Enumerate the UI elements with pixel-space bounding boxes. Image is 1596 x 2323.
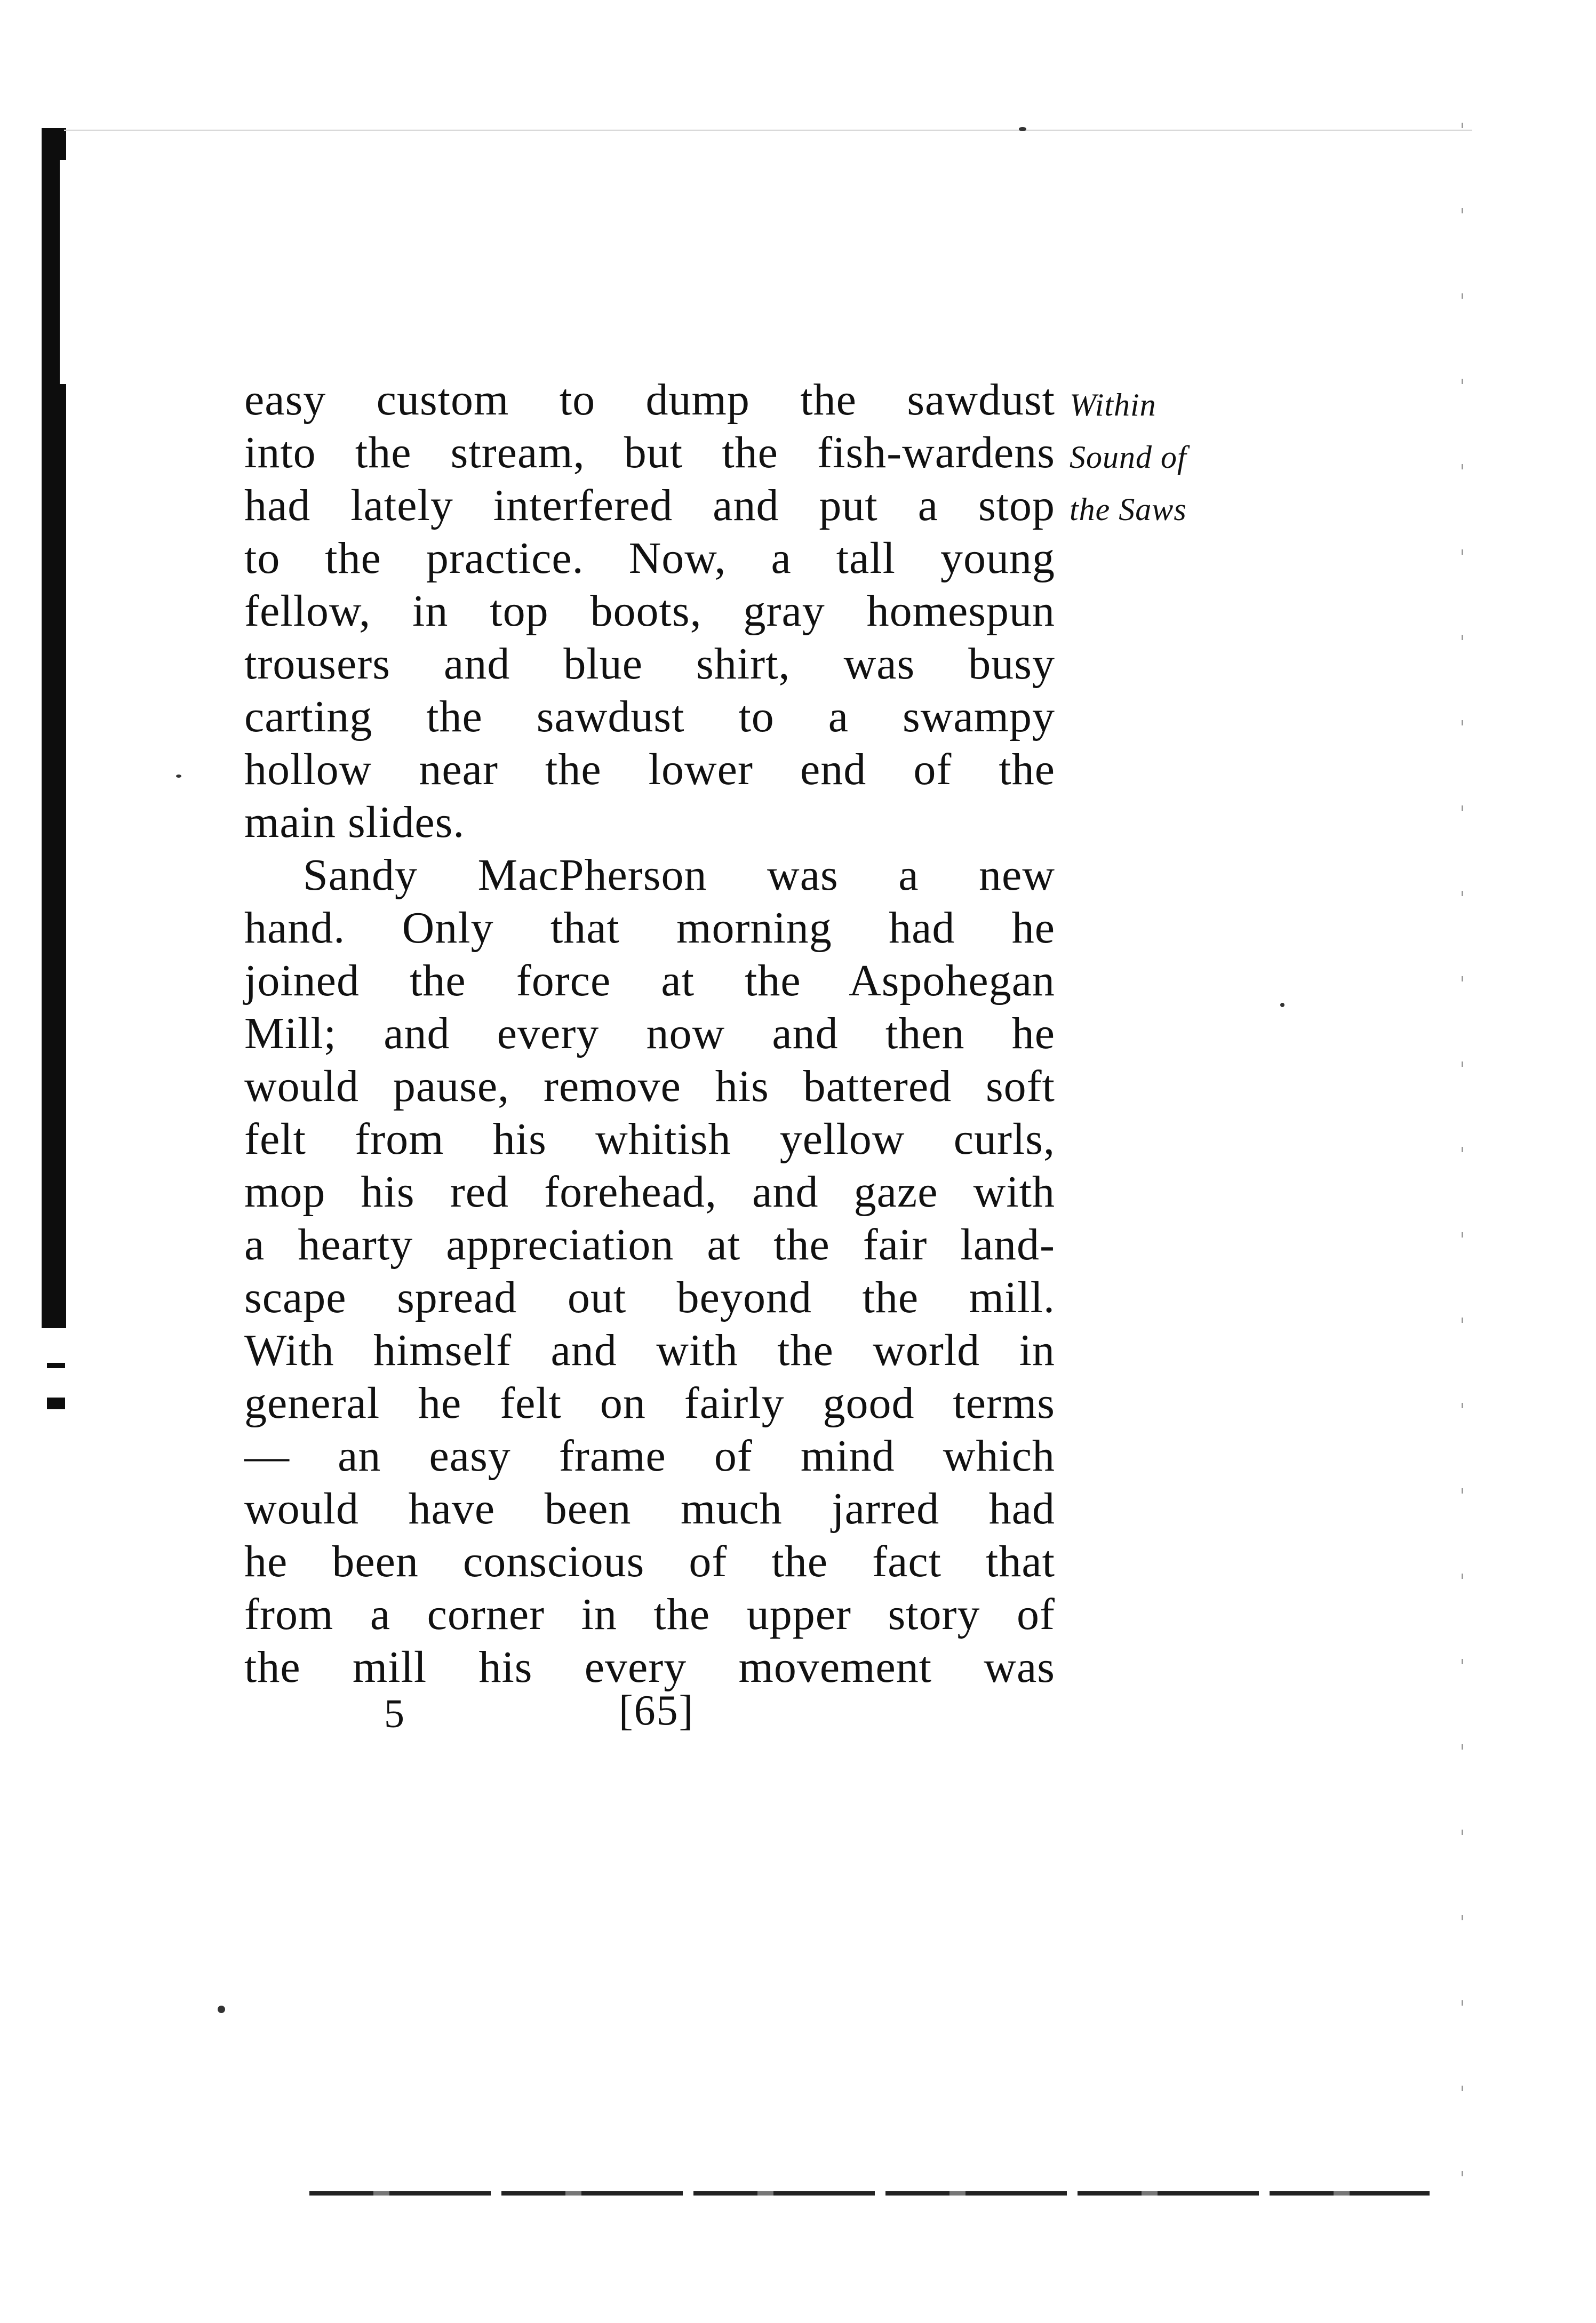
text-line: into the stream, but the fish-wardens — [244, 428, 1055, 477]
text-line: hollow near the lower end of the — [244, 745, 1055, 794]
signature-mark: 5 — [384, 1691, 404, 1736]
text-line: had lately interfered and put a stop — [244, 481, 1055, 530]
text-line: Sandy MacPherson was a new — [303, 850, 1055, 900]
scan-binding-gap — [60, 160, 76, 384]
sidenote-line: Sound of — [1070, 440, 1187, 475]
text-line: from a corner in the upper story of — [244, 1590, 1055, 1639]
sidenote-line: Within — [1070, 387, 1156, 422]
scan-right-edge — [1462, 123, 1463, 2192]
scan-speck — [176, 775, 181, 778]
text-line: scape spread out beyond the mill. — [244, 1273, 1055, 1322]
text-line: the mill his every movement was — [244, 1642, 1055, 1692]
sidenote-line: the Saws — [1070, 492, 1187, 527]
text-line: Mill; and every now and then he — [244, 1009, 1055, 1058]
text-line: he been conscious of the fact that — [244, 1537, 1055, 1586]
scan-mark — [47, 1363, 65, 1368]
text-line: — an easy frame of mind which — [244, 1431, 1055, 1481]
text-line: hand. Only that morning had he — [244, 903, 1055, 953]
scan-speck — [1019, 127, 1026, 131]
text-line: mop his red forehead, and gaze with — [244, 1167, 1055, 1217]
running-sidenote — [1070, 379, 1187, 536]
text-line: With himself and with the world in — [244, 1326, 1055, 1375]
scan-top-edge — [64, 130, 1472, 131]
scan-speck — [218, 2006, 225, 2013]
text-line: trousers and blue shirt, was busy — [244, 639, 1055, 689]
text-line: felt from his whitish yellow curls, — [244, 1114, 1055, 1164]
text-line: easy custom to dump the sawdust — [244, 375, 1055, 425]
text-line: to the practice. Now, a tall young — [244, 533, 1055, 583]
scan-speck — [1280, 1003, 1284, 1007]
scan-mark — [47, 1398, 65, 1409]
text-line: a hearty appreciation at the fair land- — [244, 1220, 1055, 1270]
text-line: joined the force at the Aspohegan — [244, 956, 1055, 1005]
body-text — [244, 373, 1055, 1694]
text-line: would have been much jarred had — [244, 1484, 1055, 1534]
text-line: main slides. — [244, 797, 465, 847]
text-line: would pause, remove his battered soft — [244, 1061, 1055, 1111]
scan-bottom-edge — [309, 2191, 1430, 2196]
text-line: carting the sawdust to a swampy — [244, 692, 1055, 741]
page-number: [65] — [619, 1687, 695, 1734]
text-line: fellow, in top boots, gray homespun — [244, 586, 1055, 636]
text-line: general he felt on fairly good terms — [244, 1378, 1055, 1428]
